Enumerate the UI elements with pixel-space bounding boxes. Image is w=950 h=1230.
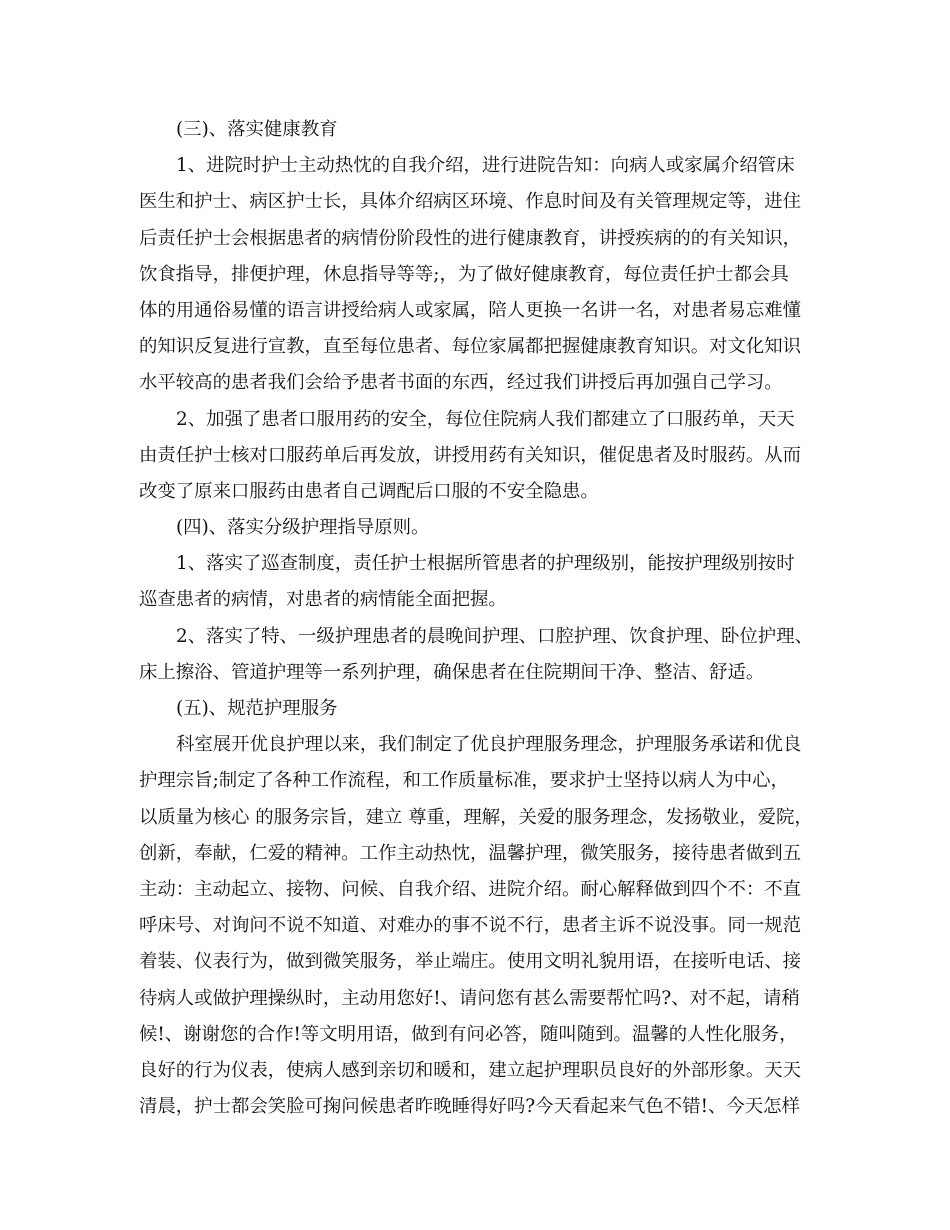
text-line: 后责任护士会根据患者的病情份阶段性的进行健康教育，讲授疾病的的有关知识， (139, 227, 802, 249)
text-line: 饮食指导，排便护理，休息指导等等;，为了做好健康教育，每位责任护士都会具 (139, 263, 789, 285)
text-line: 的知识反复进行宣教，直至每位患者、每位家属都把握健康教育知识。对文化知识 (139, 336, 802, 358)
text-line: 由责任护士核对口服药单后再发放，讲授用药有关知识，催促患者及时服药。从而 (139, 444, 802, 466)
text-line: 待病人或做护理操纵时，主动用您好!、请问您有甚么需要帮忙吗?、对不起，请稍 (139, 987, 800, 1009)
text-line: 候!、谢谢您的合作!等文明用语，做到有问必答，随叫随到。温馨的人性化服务， (139, 1023, 798, 1045)
text-line: 创新，奉献，仁爱的精神。工作主动热忱，温馨护理，微笑服务，接待患者做到五 (139, 842, 802, 864)
text-line: 床上擦浴、管道护理等一系列护理，确保患者在住院期间干净、整洁、舒适。 (139, 661, 765, 683)
text-line: 水平较高的患者我们会给予患者书面的东西，经过我们讲授后再加强自己学习。 (139, 372, 783, 394)
text-line: 巡查患者的病情，对患者的病情能全面把握。 (139, 589, 507, 611)
document-body (139, 112, 829, 1125)
text-line: 护理宗旨;制定了各种工作流程，和工作质量标准，要求护士坚持以病人为中心， (139, 770, 789, 792)
text-line: 良好的行为仪表，使病人感到亲切和暖和，建立起护理职员良好的外部形象。天天 (139, 1059, 802, 1081)
text-line: 着装、仪表行为，做到微笑服务，举止端庄。使用文明礼貌用语，在接听电话、接 (139, 951, 802, 973)
heading-standard-service: (五)、规范护理服务 (176, 698, 338, 719)
heading-health-education: (三)、落实健康教育 (176, 119, 338, 140)
text-line: 1、落实了巡查制度，责任护士根据所管患者的护理级别，能按护理级别按时 (176, 553, 795, 575)
text-line: 医生和护士、病区护士长，具体介绍病区环境、作息时间及有关管理规定等，进住 (139, 191, 802, 213)
text-line: 改变了原来口服药由患者自己调配后口服的不安全隐患。 (139, 480, 599, 502)
text-line: 清晨，护士都会笑脸可掬问候患者昨晚睡得好吗?今天看起来气色不错!、今天怎样 (139, 1096, 800, 1118)
text-line: 以质量为核心 的服务宗旨，建立 尊重，理解，关爱的服务理念，发扬敬业，爱院， (139, 806, 813, 828)
text-line: 1、进院时护士主动热忱的自我介绍，进行进院告知：向病人或家属介绍管床 (176, 155, 795, 177)
text-line: 科室展开优良护理以来，我们制定了优良护理服务理念，护理服务承诺和优良 (176, 734, 802, 756)
text-line: 2、加强了患者口服用药的安全，每位住院病人我们都建立了口服药单，天天 (176, 408, 795, 430)
text-line: 呼床号、对询问不说不知道、对难办的事不说不行，患者主诉不说没事。同一规范 (139, 915, 802, 937)
text-line: 2、落实了特、一级护理患者的晨晚间护理、口腔护理、饮食护理、卧位护理、 (176, 625, 813, 647)
heading-graded-care: (四)、落实分级护理指导原则。 (176, 517, 430, 539)
text-line: 体的用通俗易懂的语言讲授给病人或家属，陪人更换一名讲一名，对患者易忘难懂 (139, 299, 802, 321)
text-line: 主动：主动起立、接物、问候、自我介绍、进院介绍。耐心解释做到四个不：不直 (139, 878, 802, 900)
